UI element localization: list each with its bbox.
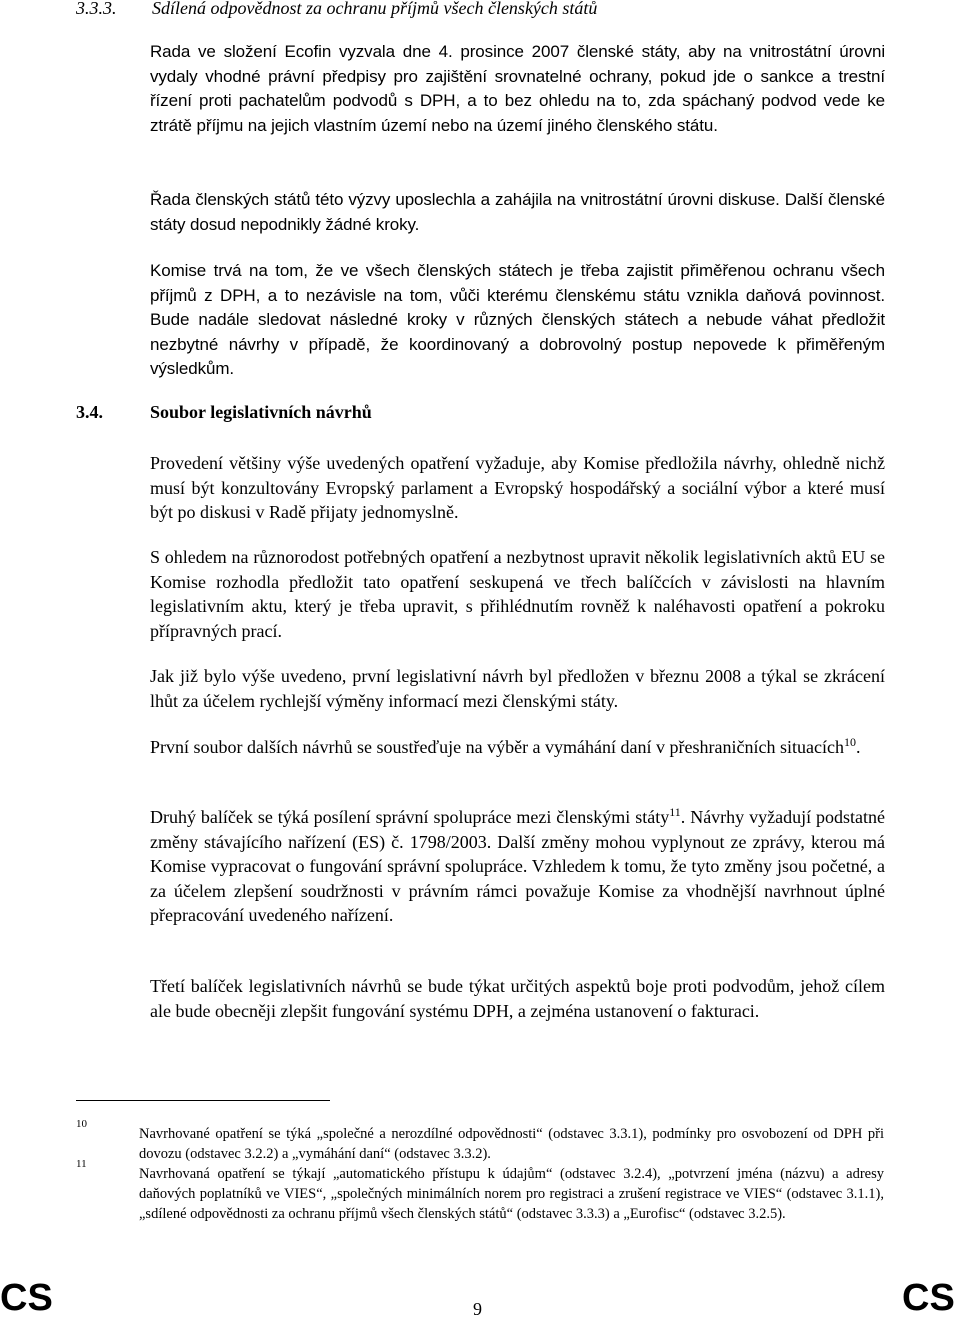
- paragraph-three-packages: S ohledem na různorodost potřebných opatření a nezbytnost upravit několik legislativních aktů EU se Komise rozhodla předložit tato opatření seskupená ve třech balíčcích v závislosti na hlavním legislativním aktu, který je třeba upravit, s přihlédnutím rovněž k naléhavosti opatření a pokroku přípravných prací.: [150, 547, 885, 641]
- footnote-number: 11: [76, 1158, 87, 1170]
- paragraph-first-set: První soubor dalších návrhů se soustřeďuje na výběr a vymáhání daní v přeshraničních situacích$^{10}$.: [150, 735, 861, 757]
- page-number: 9: [473, 1299, 482, 1319]
- section-heading-3-3-3: [76, 0, 916, 20]
- footer-language-code-left: CS: [0, 1277, 53, 1319]
- section-number: 3.4.: [76, 402, 103, 422]
- paragraph-implementation: Provedení většiny výše uvedených opatření vyžaduje, aby Komise předložila návrhy, ohledně nichž musí být konzultovány Evropský parlament a Evropský hospodářský a sociální výbor a které musí být po diskusi v Radě přijaty jednomyslně.: [150, 453, 885, 522]
- footnote-reference-11[interactable]: 11: [669, 805, 681, 819]
- paragraph-third-package: Třetí balíček legislativních návrhů se bude týkat určitých aspektů boje proti podvodům, jehož cílem ale bude obecněji zlepšit fungování systému DPH, a zejména ustanovení o fakturaci.: [150, 976, 885, 1021]
- footnote-number: 10: [76, 1118, 87, 1130]
- section-heading-3-4: [76, 400, 372, 424]
- paragraph-text: Druhý balíček se týká posílení správní spolupráce mezi členskými státy: [150, 807, 670, 827]
- footnote-text: Navrhované opatření se týká „společné a nerozdílné odpovědnosti“ (odstavec 3.3.1), podmínky pro osvobození od DPH při dovozu (odstavec 3.2.2) a „vymáhání daní“ (odstavec 3.3.2).: [139, 1126, 884, 1162]
- paragraph-commission-insists: Komise trvá na tom, že ve všech členských státech je třeba zajistit přiměřenou ochranu všech příjmů z DPH, a to nezávisle na tom, vůči kterému členskému státu vznikla daňová povinnost. Bude nadále sledovat následné kroky v různých členských státech a nebude váhat předložit nezbytné návrhy v případě, že koordinovaný a dobrovolný postup nepovede k přiměřeným výsledkům.: [150, 261, 885, 378]
- section-number: 3.3.3.: [76, 0, 117, 18]
- footnote-reference-10[interactable]: 10: [843, 735, 856, 749]
- paragraph-second-package: [150, 805, 885, 928]
- paragraph-first-proposal: Jak již bylo výše uvedeno, první legislativní návrh byl předložen v březnu 2008 a týkal se zkrácení lhůt za účelem rychlejší výměny informací mezi členskými státy.: [150, 666, 885, 711]
- section-title: Soubor legislativních návrhů: [150, 402, 372, 422]
- footnote-text: Navrhovaná opatření se týkají „automatického přístupu k údajům“ (odstavec 3.2.4), „potvrzení jména (názvu) a adresy daňových poplatníků ve VIES“, „společných minimálních norem pro registraci a zrušení registrace ve VIES“ (odstavec 3.1.1), „sdílené odpovědnosti za ochranu příjmů všech členských států“ (odstavec 3.3.3) a „Eurofisc“ (odstavec 3.2.5).: [139, 1166, 884, 1222]
- paragraph-text: První soubor dalších návrhů se soustřeďuje na výběr a vymáhání daní v přeshraničních situacích: [150, 737, 844, 757]
- footnote-11: [76, 1158, 884, 1224]
- footnote-separator: [76, 1100, 330, 1101]
- footer-language-code-right: CS: [902, 1277, 955, 1319]
- paragraph-text-continued: . Návrhy vyžadují podstatné změny stávajícího nařízení (ES) č. 1798/2003. Další změny mohou vyplynout ze zprávy, kterou má Komise vypracovat o fungování správní spolupráce. Vzhledem k tomu, že tyto změny jsou početné, a za účelem zlepšení soudržnosti v právním rámci považuje Komise za vhodnější navrhnout úplné přepracování uvedeného nařízení.: [150, 807, 885, 925]
- paragraph-ecofin: Rada ve složení Ecofin vyzvala dne 4. prosince 2007 členské státy, aby na vnitrostátní úrovni vydaly vhodné právní předpisy pro zajištění srovnatelné ochrany, pokud jde o sankce a trestní řízení proti pachatelům podvodů s DPH, a to bez ohledu na to, zda spáchaný podvod vede ke ztrátě příjmu na jejich vlastním území nebo na území jiného členského státu.: [150, 42, 885, 135]
- footnote-10: [76, 1118, 884, 1164]
- section-title: Sdílená odpovědnost za ochranu příjmů všech členských států: [152, 0, 598, 18]
- paragraph-member-states: Řada členských států této výzvy uposlechla a zahájila na vnitrostátní úrovni diskuse. Další členské státy dosud nepodnikly žádné kroky.: [150, 190, 885, 234]
